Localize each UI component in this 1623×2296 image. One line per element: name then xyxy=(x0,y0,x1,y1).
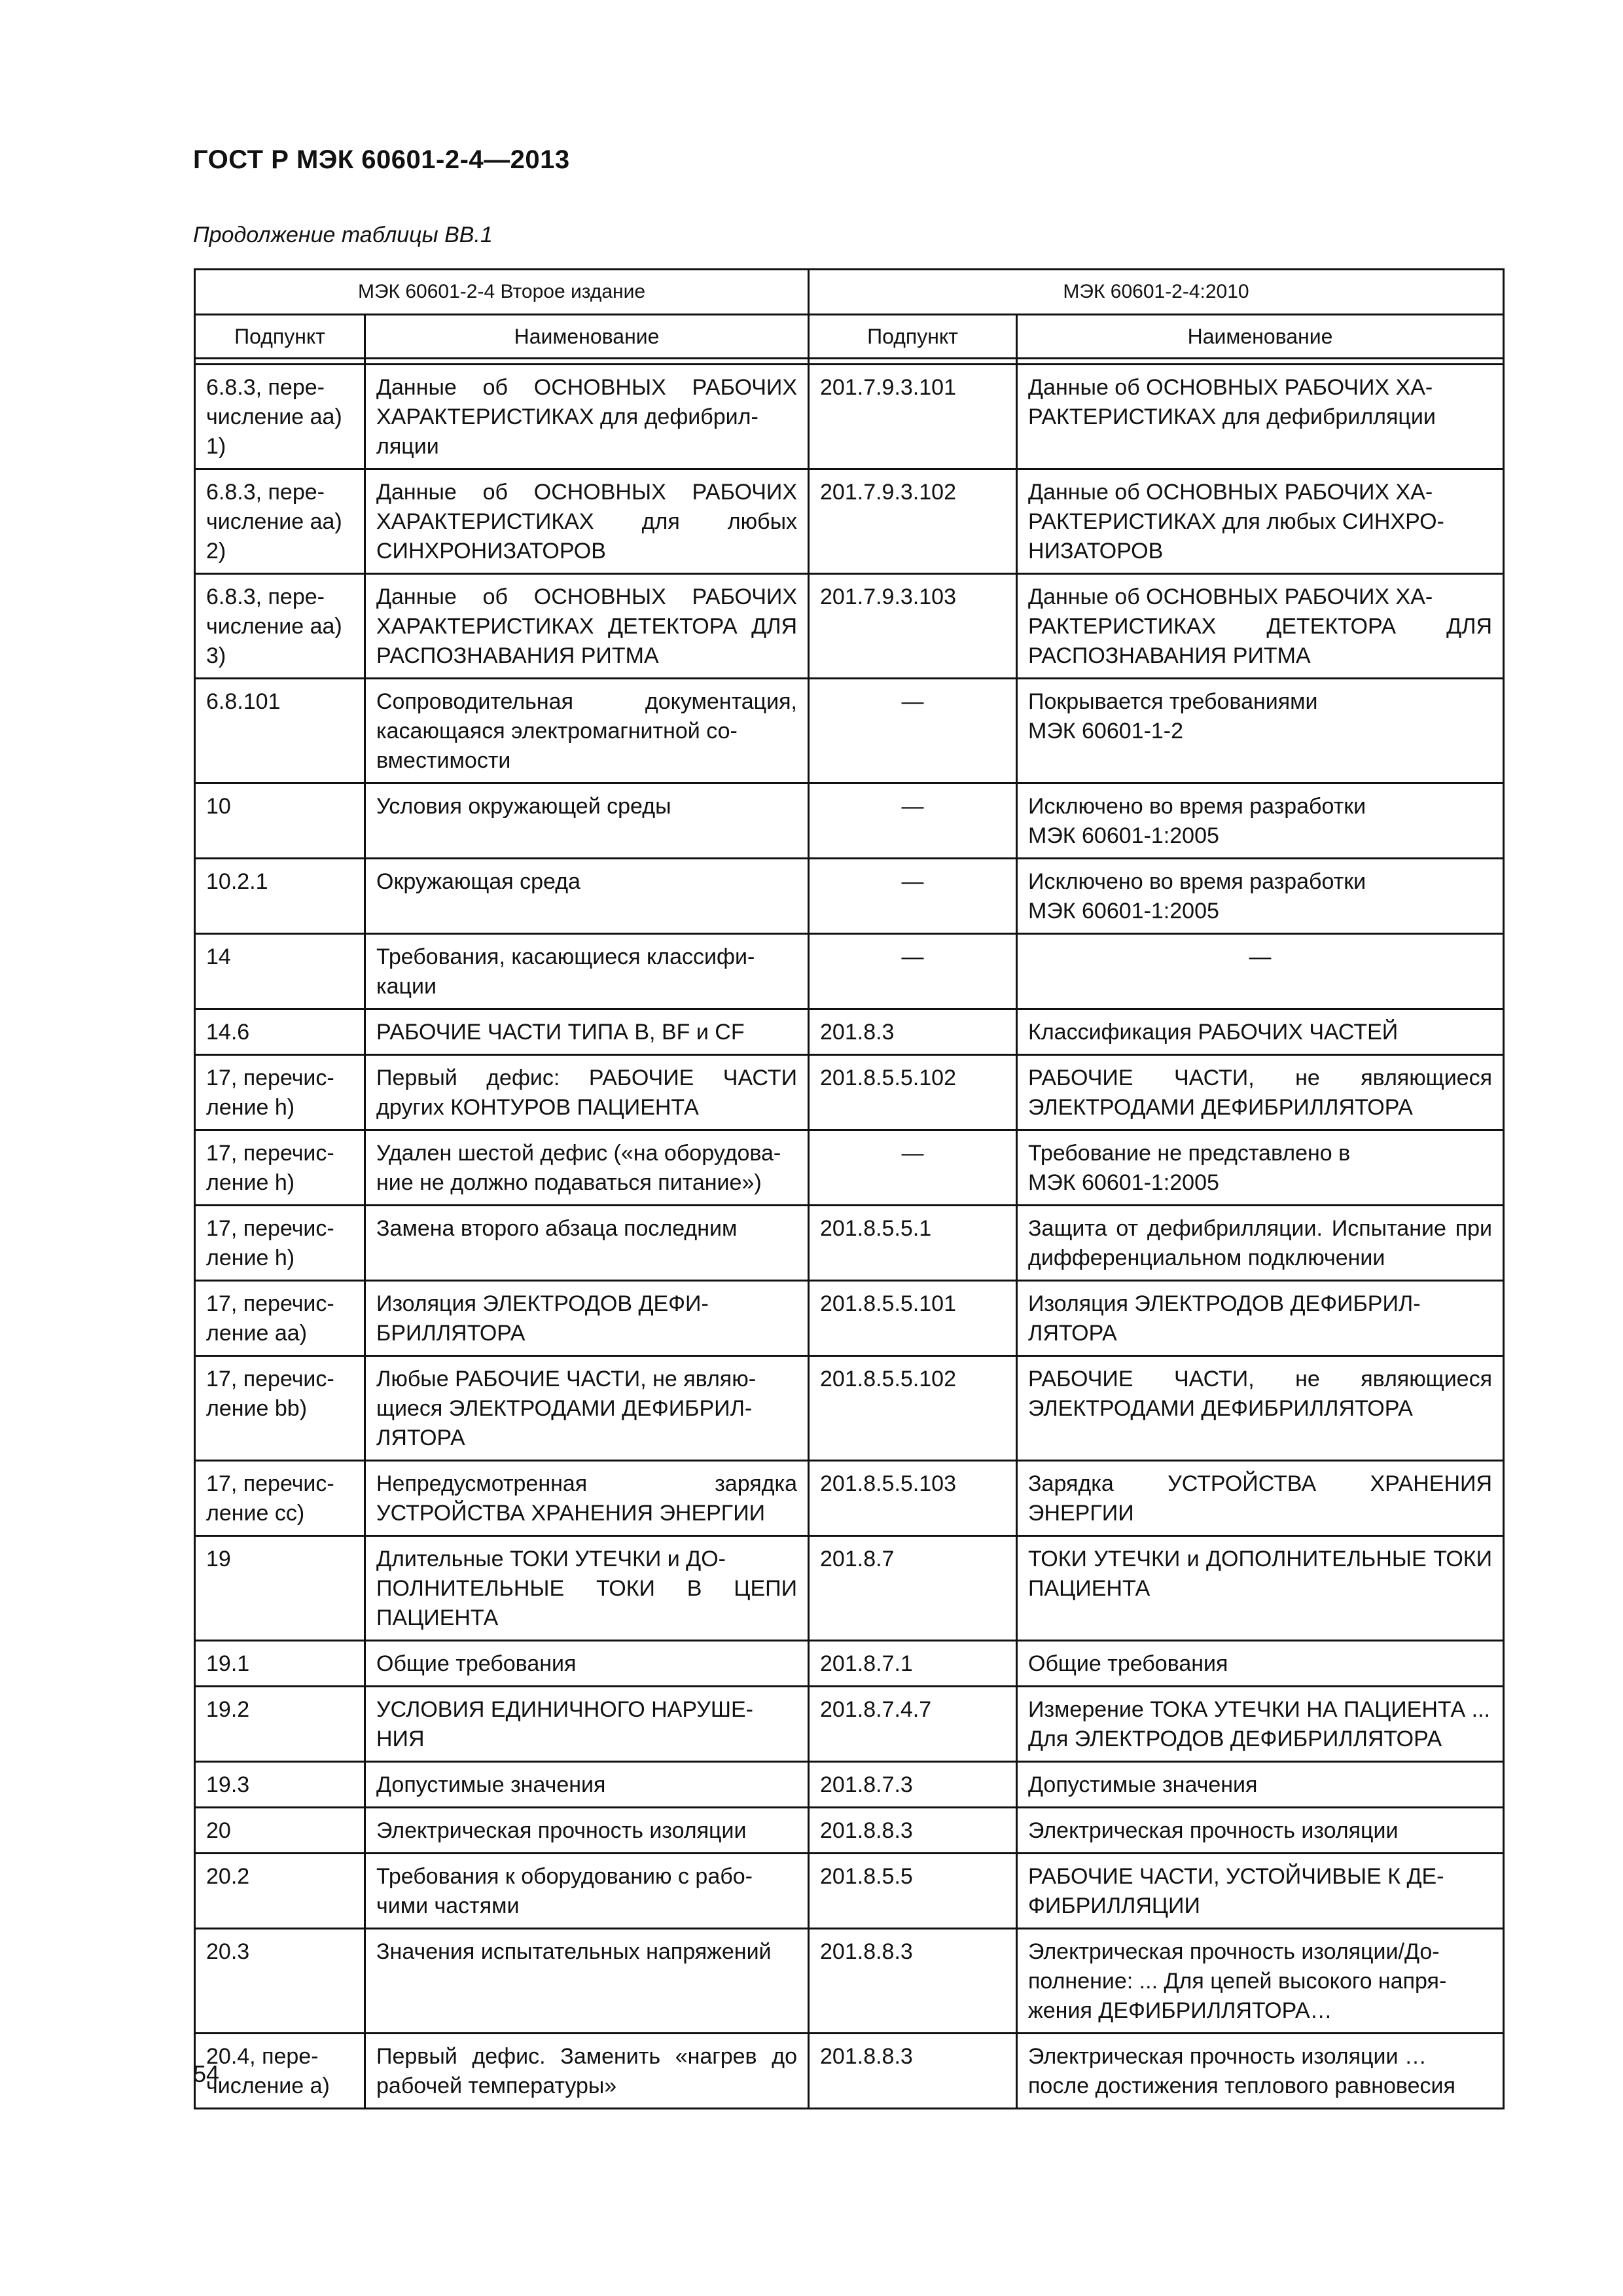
cell-subclause-old: 19.3 xyxy=(195,1762,365,1808)
cell-name-new: Исключено во время разработки МЭК 60601-1:2005 xyxy=(1017,859,1504,934)
document-header: ГОСТ Р МЭК 60601-2-4—2013 xyxy=(193,145,570,174)
cell-name-new: Электрическая прочность изоляции … после достижения теплового равновесия xyxy=(1017,2034,1504,2109)
column-header-subclause-old: Подпункт xyxy=(195,315,365,359)
cell-name-old: УСЛОВИЯ ЕДИНИЧНОГО НАРУШЕ- НИЯ xyxy=(365,1687,809,1762)
table-body xyxy=(195,365,1504,2109)
page-number: 54 xyxy=(193,2060,220,2087)
cell-name-new: РАБОЧИЕ ЧАСТИ, не являющиеся ЭЛЕКТРОДАМИ ДЕФИБРИЛЛЯТОРА xyxy=(1017,1055,1504,1130)
cell-subclause-new: — xyxy=(809,1130,1017,1206)
cell-name-new: ТОКИ УТЕЧКИ и ДОПОЛНИТЕЛЬНЫЕ ТОКИ ПАЦИЕНТА xyxy=(1017,1536,1504,1641)
cell-name-old: Сопроводительная документация, касающаяся электромагнитной со- вместимости xyxy=(365,679,809,783)
table-row xyxy=(195,934,1504,1009)
cell-name-old: Первый дефис: РАБОЧИЕ ЧАСТИ других КОНТУРОВ ПАЦИЕНТА xyxy=(365,1055,809,1130)
cell-name-old: Данные об ОСНОВНЫХ РАБОЧИХ ХАРАКТЕРИСТИКАХ ДЕТЕКТОРА ДЛЯ РАСПОЗНАВАНИЯ РИТМА xyxy=(365,574,809,679)
cell-subclause-new: 201.8.7.1 xyxy=(809,1641,1017,1687)
cell-name-new: Данные об ОСНОВНЫХ РАБОЧИХ ХА- РАКТЕРИСТИКАХ для дефибрилляции xyxy=(1017,365,1504,469)
table-row xyxy=(195,1808,1504,1854)
cell-subclause-new: — xyxy=(809,679,1017,783)
table-row xyxy=(195,469,1504,574)
table-row xyxy=(195,1356,1504,1461)
cell-name-new: Покрывается требованиями МЭК 60601-1-2 xyxy=(1017,679,1504,783)
table-row xyxy=(195,679,1504,783)
column-header-name-new: Наименование xyxy=(1017,315,1504,359)
cell-name-new: Измерение ТОКА УТЕЧКИ НА ПАЦИЕНТА ... Для ЭЛЕКТРОДОВ ДЕФИБРИЛЛЯТОРА xyxy=(1017,1687,1504,1762)
cell-subclause-old: 20.4, пере- числение а) xyxy=(195,2034,365,2109)
cell-subclause-new: — xyxy=(809,859,1017,934)
cell-name-old: Данные об ОСНОВНЫХ РАБОЧИХ ХАРАКТЕРИСТИКАХ для дефибрил- ляции xyxy=(365,365,809,469)
cell-subclause-old: 14.6 xyxy=(195,1009,365,1055)
table-caption: Продолжение таблицы ВВ.1 xyxy=(193,223,493,247)
cell-subclause-old: 6.8.101 xyxy=(195,679,365,783)
cell-subclause-new: 201.8.5.5.102 xyxy=(809,1356,1017,1461)
correspondence-table xyxy=(194,268,1505,2109)
table-row xyxy=(195,1461,1504,1536)
cell-subclause-old: 19 xyxy=(195,1536,365,1641)
cell-name-old: Требования, касающиеся классифи- кации xyxy=(365,934,809,1009)
table-row xyxy=(195,2034,1504,2109)
cell-name-new: Данные об ОСНОВНЫХ РАБОЧИХ ХА- РАКТЕРИСТИКАХ для любых СИНХРО- НИЗАТОРОВ xyxy=(1017,469,1504,574)
cell-name-old: Допустимые значения xyxy=(365,1762,809,1808)
table-row xyxy=(195,365,1504,469)
cell-subclause-new: 201.7.9.3.102 xyxy=(809,469,1017,574)
cell-name-new: РАБОЧИЕ ЧАСТИ, не являющиеся ЭЛЕКТРОДАМИ ДЕФИБРИЛЛЯТОРА xyxy=(1017,1356,1504,1461)
cell-subclause-new: 201.8.8.3 xyxy=(809,1929,1017,2034)
cell-subclause-new: 201.8.7 xyxy=(809,1536,1017,1641)
cell-name-new: Данные об ОСНОВНЫХ РАБОЧИХ ХА- РАКТЕРИСТИКАХ ДЕТЕКТОРА ДЛЯ РАСПОЗНАВАНИЯ РИТМА xyxy=(1017,574,1504,679)
cell-subclause-new: 201.7.9.3.101 xyxy=(809,365,1017,469)
cell-subclause-old: 14 xyxy=(195,934,365,1009)
cell-subclause-old: 19.2 xyxy=(195,1687,365,1762)
column-header-name-old: Наименование xyxy=(365,315,809,359)
cell-subclause-old: 17, перечис- ление bb) xyxy=(195,1356,365,1461)
cell-subclause-new: 201.8.3 xyxy=(809,1009,1017,1055)
table-row xyxy=(195,1929,1504,2034)
cell-subclause-new: 201.8.7.3 xyxy=(809,1762,1017,1808)
cell-subclause-old: 20.2 xyxy=(195,1854,365,1929)
table-container xyxy=(194,268,1503,2109)
cell-subclause-old: 20.3 xyxy=(195,1929,365,2034)
table-row xyxy=(195,1641,1504,1687)
table-row xyxy=(195,1281,1504,1356)
cell-subclause-old: 10 xyxy=(195,783,365,859)
cell-name-new: РАБОЧИЕ ЧАСТИ, УСТОЙЧИВЫЕ К ДЕ- ФИБРИЛЛЯЦИИ xyxy=(1017,1854,1504,1929)
table-row xyxy=(195,1536,1504,1641)
cell-subclause-old: 19.1 xyxy=(195,1641,365,1687)
cell-name-old: Любые РАБОЧИЕ ЧАСТИ, не являю- щиеся ЭЛЕКТРОДАМИ ДЕФИБРИЛ- ЛЯТОРА xyxy=(365,1356,809,1461)
cell-name-old: Окружающая среда xyxy=(365,859,809,934)
cell-subclause-old: 17, перечис- ление h) xyxy=(195,1055,365,1130)
table-row xyxy=(195,1206,1504,1281)
cell-subclause-new: 201.8.5.5.101 xyxy=(809,1281,1017,1356)
cell-subclause-new: 201.8.5.5.1 xyxy=(809,1206,1017,1281)
cell-name-new: Электрическая прочность изоляции xyxy=(1017,1808,1504,1854)
cell-name-new: Изоляция ЭЛЕКТРОДОВ ДЕФИБРИЛ- ЛЯТОРА xyxy=(1017,1281,1504,1356)
cell-subclause-new: 201.8.5.5.102 xyxy=(809,1055,1017,1130)
table-row xyxy=(195,859,1504,934)
cell-name-old: Данные об ОСНОВНЫХ РАБОЧИХ ХАРАКТЕРИСТИКАХ для любых СИНХРОНИЗАТОРОВ xyxy=(365,469,809,574)
cell-name-old: РАБОЧИЕ ЧАСТИ ТИПА B, BF и CF xyxy=(365,1009,809,1055)
cell-name-new: Классификация РАБОЧИХ ЧАСТЕЙ xyxy=(1017,1009,1504,1055)
cell-subclause-new: 201.8.8.3 xyxy=(809,2034,1017,2109)
table-row xyxy=(195,1687,1504,1762)
cell-subclause-new: 201.8.5.5 xyxy=(809,1854,1017,1929)
cell-subclause-new: — xyxy=(809,783,1017,859)
cell-name-old: Изоляция ЭЛЕКТРОДОВ ДЕФИ- БРИЛЛЯТОРА xyxy=(365,1281,809,1356)
cell-subclause-new: 201.8.7.4.7 xyxy=(809,1687,1017,1762)
cell-name-old: Общие требования xyxy=(365,1641,809,1687)
group-header-old-edition: МЭК 60601-2-4 Второе издание xyxy=(195,270,809,315)
cell-subclause-new: 201.7.9.3.103 xyxy=(809,574,1017,679)
cell-name-new: Защита от дефибрилляции. Испытание при дифференциальном подключении xyxy=(1017,1206,1504,1281)
cell-name-new: — xyxy=(1017,934,1504,1009)
cell-name-old: Длительные ТОКИ УТЕЧКИ и ДО- ПОЛНИТЕЛЬНЫЕ ТОКИ В ЦЕПИ ПАЦИЕНТА xyxy=(365,1536,809,1641)
cell-name-old: Непредусмотренная зарядка УСТРОЙСТВА ХРАНЕНИЯ ЭНЕРГИИ xyxy=(365,1461,809,1536)
cell-subclause-old: 20 xyxy=(195,1808,365,1854)
table-row xyxy=(195,1009,1504,1055)
cell-subclause-new: 201.8.8.3 xyxy=(809,1808,1017,1854)
cell-name-new: Электрическая прочность изоляции/До- полнение: ... Для цепей высокого напря- жения ДЕФИБРИЛЛЯТОРА… xyxy=(1017,1929,1504,2034)
cell-name-old: Замена второго абзаца последним xyxy=(365,1206,809,1281)
cell-name-old: Значения испытательных напряжений xyxy=(365,1929,809,2034)
table-row xyxy=(195,574,1504,679)
cell-subclause-new: — xyxy=(809,934,1017,1009)
cell-subclause-old: 6.8.3, пере- числение аа) 2) xyxy=(195,469,365,574)
group-header-new-edition: МЭК 60601-2-4:2010 xyxy=(809,270,1504,315)
table-row xyxy=(195,783,1504,859)
cell-subclause-old: 17, перечис- ление h) xyxy=(195,1206,365,1281)
column-header-subclause-new: Подпункт xyxy=(809,315,1017,359)
cell-name-new: Исключено во время разработки МЭК 60601-1:2005 xyxy=(1017,783,1504,859)
cell-subclause-old: 6.8.3, пере- числение аа) 1) xyxy=(195,365,365,469)
cell-name-old: Первый дефис. Заменить «нагрев до рабочей температуры» xyxy=(365,2034,809,2109)
cell-name-new: Допустимые значения xyxy=(1017,1762,1504,1808)
cell-name-old: Требования к оборудованию с рабо- чими частями xyxy=(365,1854,809,1929)
table-row xyxy=(195,1130,1504,1206)
cell-name-new: Общие требования xyxy=(1017,1641,1504,1687)
cell-name-old: Удален шестой дефис («на оборудова- ние не должно подаваться питание») xyxy=(365,1130,809,1206)
cell-subclause-old: 17, перечис- ление h) xyxy=(195,1130,365,1206)
cell-subclause-old: 10.2.1 xyxy=(195,859,365,934)
cell-name-old: Электрическая прочность изоляции xyxy=(365,1808,809,1854)
header-separator xyxy=(195,359,1504,365)
cell-name-new: Зарядка УСТРОЙСТВА ХРАНЕНИЯ ЭНЕРГИИ xyxy=(1017,1461,1504,1536)
cell-name-new: Требование не представлено в МЭК 60601-1:2005 xyxy=(1017,1130,1504,1206)
table-row xyxy=(195,1055,1504,1130)
table-row xyxy=(195,1854,1504,1929)
cell-subclause-old: 17, перечис- ление аа) xyxy=(195,1281,365,1356)
cell-subclause-old: 6.8.3, пере- числение аа) 3) xyxy=(195,574,365,679)
cell-subclause-old: 17, перечис- ление сс) xyxy=(195,1461,365,1536)
cell-subclause-new: 201.8.5.5.103 xyxy=(809,1461,1017,1536)
table-row xyxy=(195,1762,1504,1808)
cell-name-old: Условия окружающей среды xyxy=(365,783,809,859)
